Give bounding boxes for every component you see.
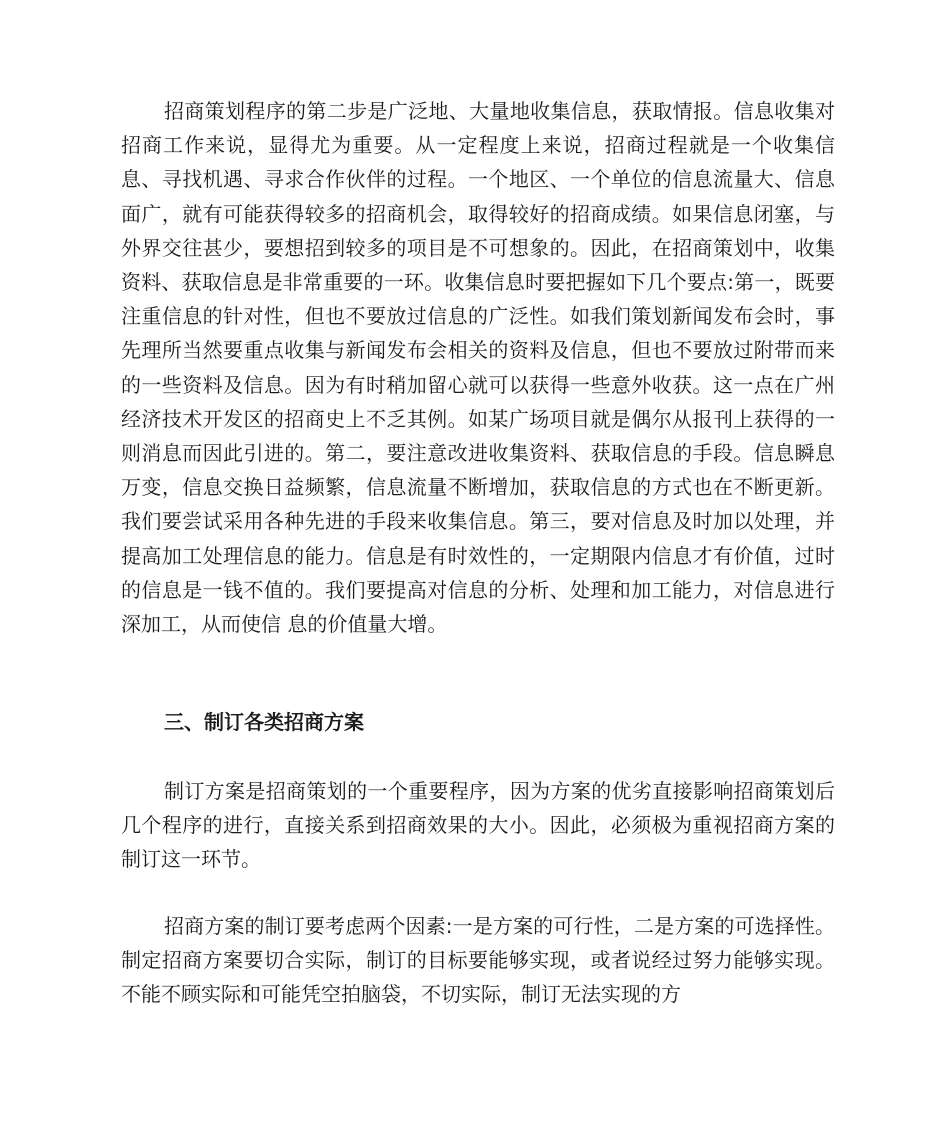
body-paragraph-info-collection: 招商策划程序的第二步是广泛地、大量地收集信息，获取情报。信息收集对招商工作来说，显得尤为重要。从一定程度上来说，招商过程就是一个收集信息、寻找机遇、寻求合作伙伴的过程。一个地区、一个单位的信息流量大、信息面广，就有可能获得较多的招商机会，取得较好的招商成绩。如果信息闭塞，与外界交往甚少，要想招到较多的项目是不可想象的。因此，在招商策划中，收集资料、获取信息是非常重要的一环。收集信息时要把握如下几个要点:第一，既要注重信息的针对性，但也不要放过信息的广泛性。如我们策划新闻发布会时，事先理所当然要重点收集与新闻发布会相关的资料及信息，但也不要放过附带而来的一些资料及信息。因为有时稍加留心就可以获得一些意外收获。这一点在广州经济技术开发区的招商史上不乏其例。如某广场项目就是偶尔从报刊上获得的一则消息而因此引进的。第二，要注意改进收集资料、获取信息的手段。信息瞬息万变，信息交换日益频繁，信息流量不断增加，获取信息的方式也在不断更新。我们要尝试采用各种先进的手段来收集信息。第三，要对信息及时加以处理，并提高加工处理信息的能力。信息是有时效性的，一定期限内信息才有价值，过时的信息是一钱不值的。我们要提高对信息的分析、处理和加工能力，对信息进行深加工，从而使信 息的价值量大增。 xyxy=(121,99,835,637)
section-heading: 三、制订各类招商方案 xyxy=(164,710,364,734)
body-paragraph-plan-importance: 制订方案是招商策划的一个重要程序，因为方案的优劣直接影响招商策划后几个程序的进行，直接关系到招商效果的大小。因此，必须极为重视招商方案的制订这一环节。 xyxy=(121,779,835,872)
body-paragraph-plan-factors: 招商方案的制订要考虑两个因素:一是方案的可行性，二是方案的可选择性。制定招商方案要切合实际，制订的目标要能够实现，或者说经过努力能够实现。不能不顾实际和可能凭空拍脑袋，不切实际，制订无法实现的方 xyxy=(121,914,835,1007)
